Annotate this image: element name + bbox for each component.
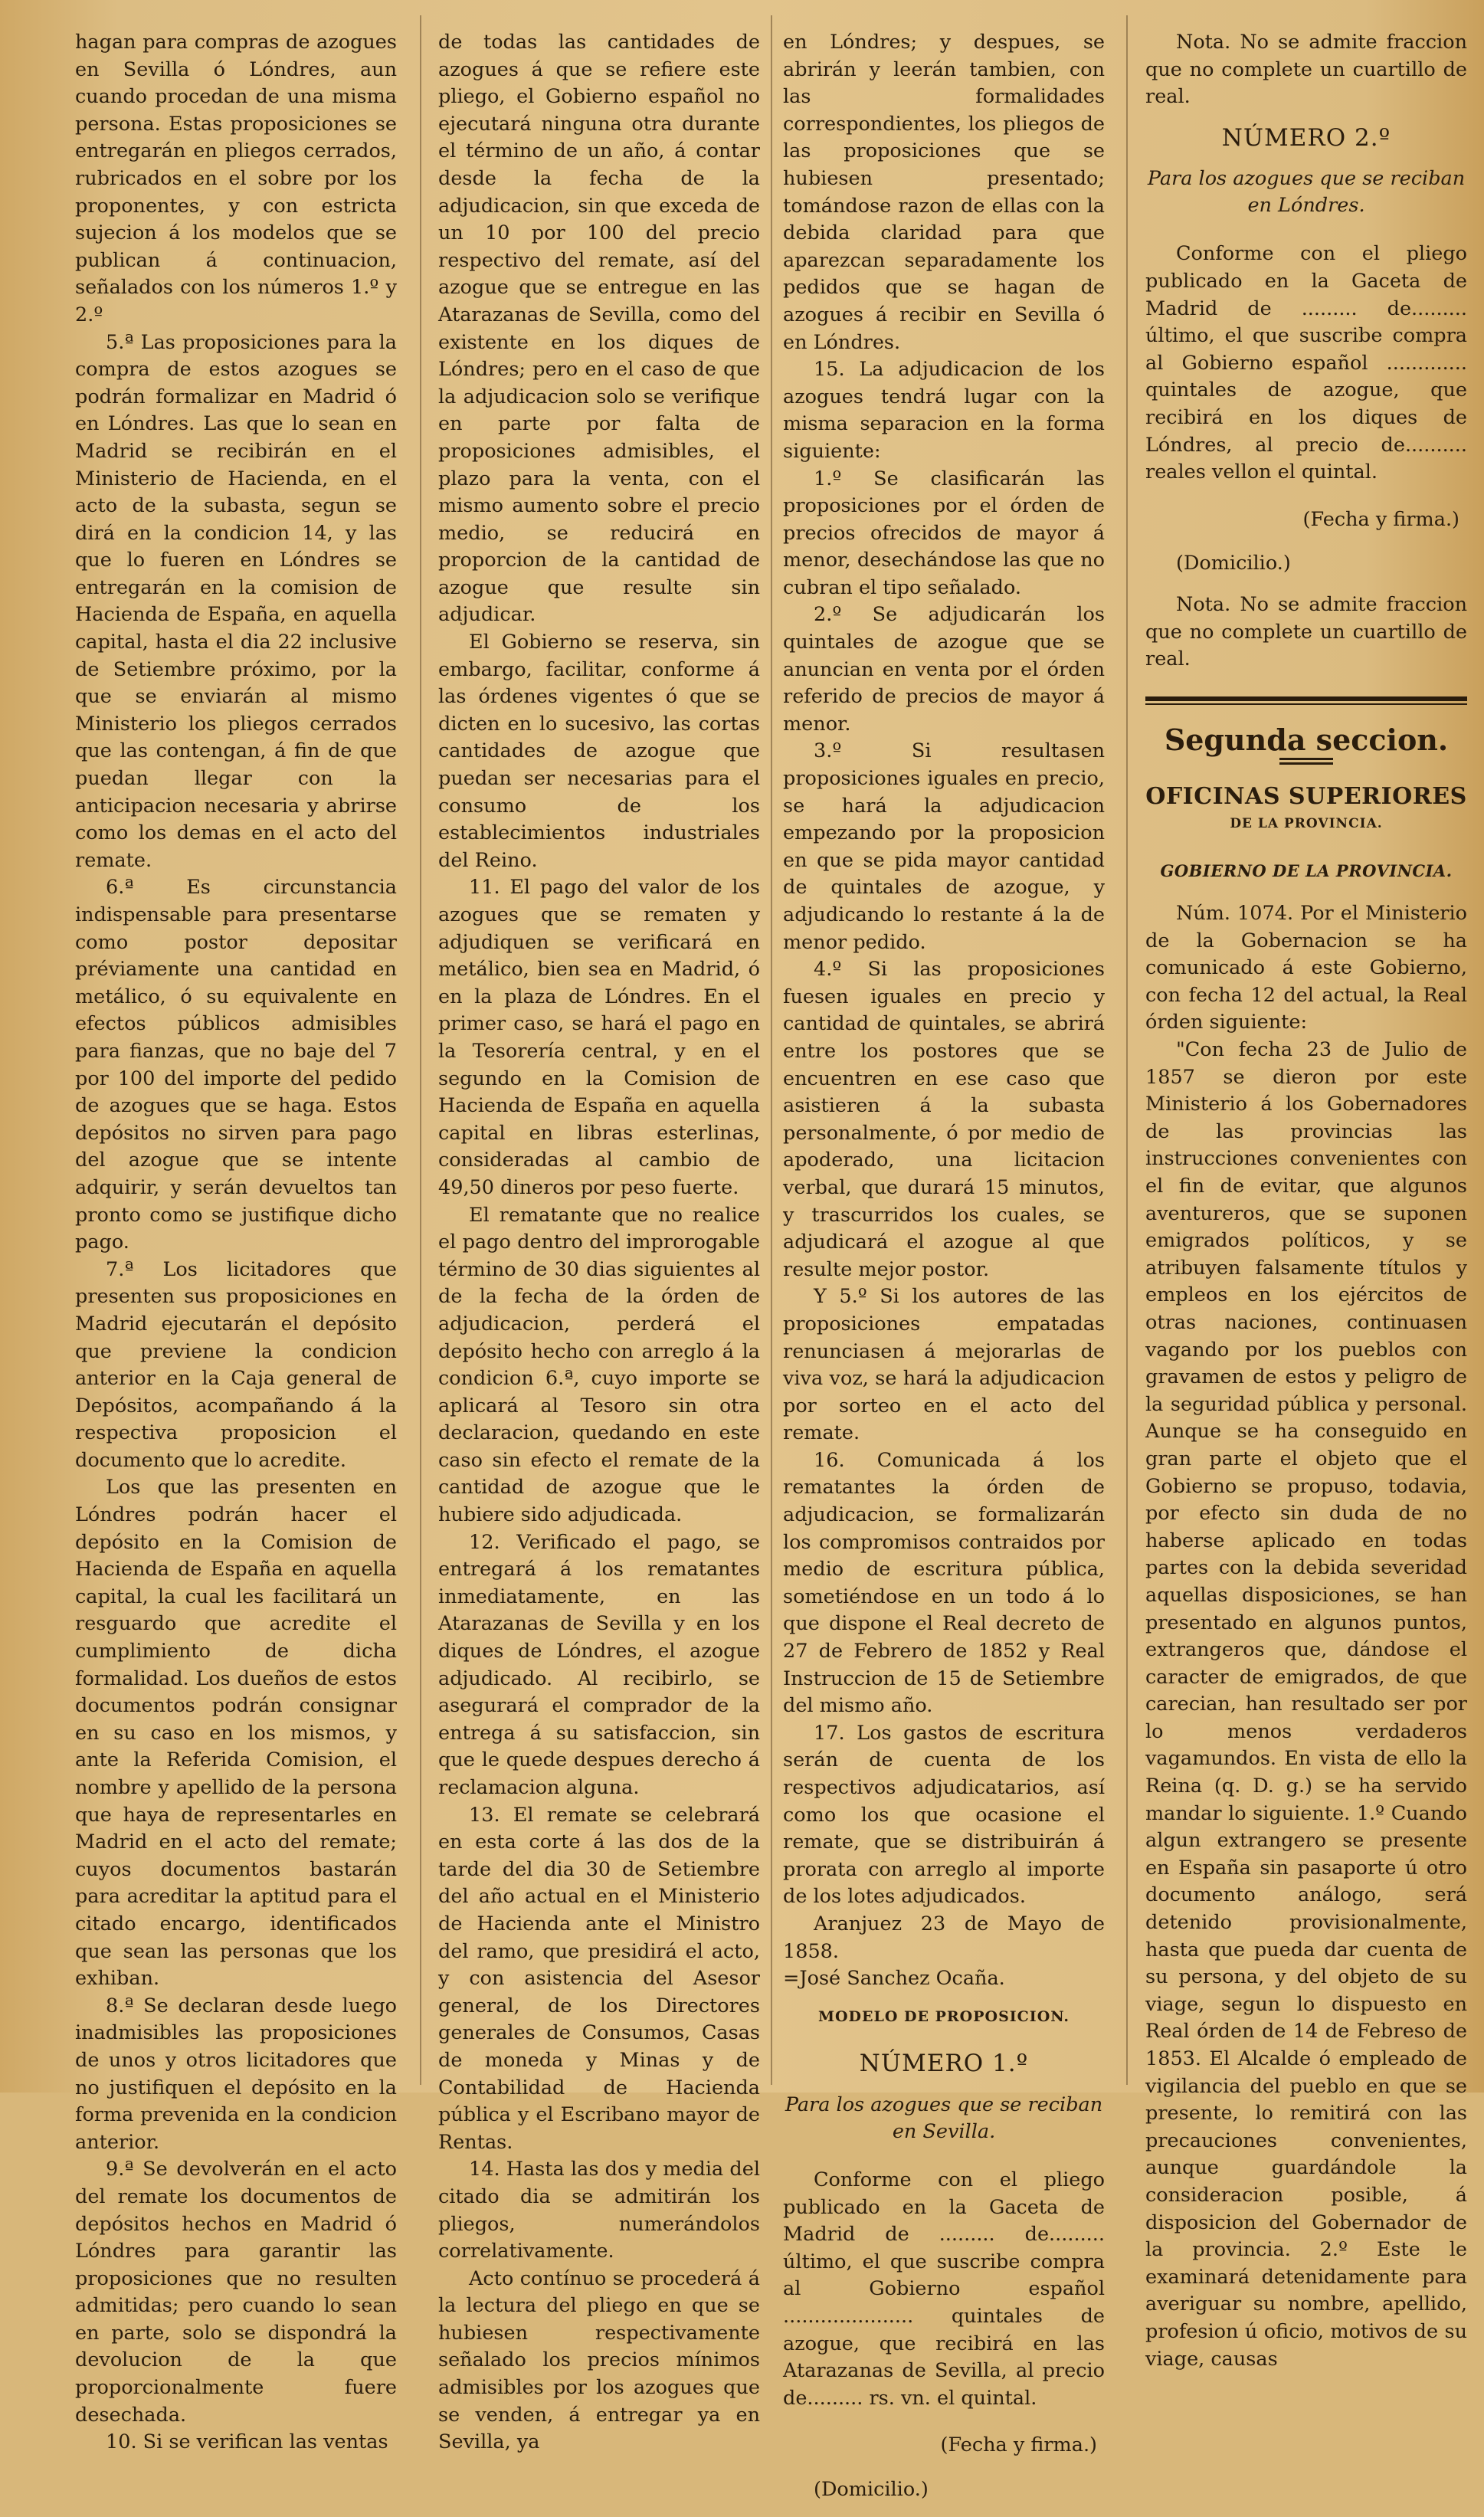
model-number-1-text: Conforme con el pliego publicado en la Gaceta de Madrid de ......... de......... último, el que suscribe compra al Gobierno español ..................... quintales de azogue, que recibirá en las Atarazanas de Sevilla, al precio de......... rs. vn. el quintal.	[783, 2168, 1105, 2410]
paragraph: El rematante que no realice el pago dentro del improrogable término de 30 dias siguientes al de la fecha de la órden de adjudicacion, perderá el depósito hecho con arreglo á la condicion 6.ª, cuyo importe se aplicará al Tesoro sin otra declaracion, quedando en este caso sin efecto el remate de la cantidad de azogue que le hubiere sido adjudicada.	[438, 1203, 760, 1527]
paragraph: Los que las presenten en Lóndres podrán hacer el depósito en la Comision de Hacienda de España en aquella capital, la cual les facilitará un resguardo que acredite el cumplimiento de dicha formalidad. Los dueños de estos documentos podrán consignar en su caso en los mismos, y ante la Referida Comision, el nombre y apellido de la persona que haya de representarles en Madrid en el acto del remate; cuyos documentos bastarán para acreditar la aptitud para el citado encargo, identificados que sean las personas que los exhiban.	[75, 1476, 397, 1991]
paragraph: 16. Comunicada á los rematantes la órden de adjudicacion, se formalizarán los compromisos contraidos por medio de escritura pública, sometiéndose en un todo á lo que dispone el Real decreto de 27 de Febrero de 1852 y Real Instruccion de 15 de Setiembre del mismo año.	[783, 1448, 1105, 1718]
model-number-1-heading: NÚMERO 1.º	[859, 2050, 1029, 2078]
section-title: Segunda seccion.	[1164, 722, 1449, 757]
paragraph: 11. El pago del valor de los azogues que se rematen y adjudiquen se verificará en metálico, bien sea en Madrid, ó en la plaza de Lóndres. En el primer caso, se hará el pago en la Tesorería central, y en el segundo en la Comision de Hacienda de España en aquella capital en libras esterlinas, consideradas al cambio de 49,50 dineros por peso fuerte.	[438, 876, 760, 1199]
government-heading: GOBIERNO DE LA PROVINCIA.	[1160, 861, 1453, 881]
paragraph: El Gobierno se reserva, sin embargo, facilitar, conforme á las órdenes vigentes ó que se dicten en lo sucesivo, las cortas cantidades de azogue que puedan ser necesarias para el consumo de los establecimientos industriales del Reino.	[438, 631, 760, 872]
note: Nota. No se admite fraccion que no complete un cuartillo de real.	[1145, 592, 1467, 671]
model-number-1-subtitle: Para los azogues que se reciban en Sevilla.	[785, 2093, 1103, 2143]
paragraph: en Lóndres; y despues, se abrirán y leerán tambien, con las formalidades correspondientes, los pliegos de las proposiciones que se hubiesen presentado; tomándose razon de ellas con la debida claridad para que aparezcan separadamente los pedidos que se hagan de azogues á recibir en Sevilla ó en Lóndres.	[783, 31, 1105, 354]
paragraph: 10. Si se verifican las ventas	[106, 2430, 388, 2454]
office-heading: OFICINAS SUPERIORES	[1145, 783, 1467, 811]
column-divider	[1126, 15, 1128, 2085]
note: Nota. No se admite fraccion que no complete un cuartillo de real.	[1145, 31, 1467, 109]
double-rule-ornament	[1279, 758, 1333, 765]
model-number-2-heading: NÚMERO 2.º	[1221, 123, 1391, 152]
paragraph: hagan para compras de azogues en Sevilla ó Lóndres, aun cuando procedan de una misma persona. Estas proposiciones se entregarán en pliegos cerrados, rubricados en el sobre por los proponentes, y con estricta sujecion á los modelos que se publican á continuacion, señalados con los números 1.º y 2.º	[75, 31, 397, 326]
column-4	[1145, 29, 1467, 2373]
paragraph: "Con fecha 23 de Julio de 1857 se dieron por este Ministerio á los Gobernadores de las provincias las instrucciones convenientes con el fin de evitar, que algunos aventureros, que se suponen emigrados políticos, y se atribuyen falsamente títulos y empleos en los ejércitos de otras naciones, continuasen vagando por los pueblos con gravamen de estos y peligro de la seguridad pública y personal. Aunque se ha conseguido en gran parte el objeto que el Gobierno se propuso, todavia, por efecto sin duda de no haberse aplicado en todas partes con la debida severidad aquellas disposiciones, se han presentado en algunos puntos, extrangeros que, dándose el caracter de emigrados, de que carecian, han resultado ser por lo menos verdaderos vagamundos. En vista de ello la Reina (q. D. g.) se ha servido mandar lo siguiente. 1.º Cuando algun extrangero se presente en España sin pasaporte ú otro documento análogo, será detenido provisionalmente, hasta que pueda dar cuenta de su persona, y del objeto de su viage, segun lo dispuesto en Real órden de 14 de Febreso de 1853. El Alcalde ó empleado de vigilancia del pueblo en que se presente, lo remitirá con las precauciones convenientes, aunque guardándole la consideracion posible, á disposicion del Gobernador de la provincia. 2.º Este le examinará detenidamente para averiguar su nombre, apellido, profesion ú oficio, motivos de su viage, causas	[1145, 1038, 1467, 2371]
column-divider	[771, 15, 772, 2085]
decree-date: Aranjuez 23 de Mayo de 1858.	[783, 1912, 1105, 1963]
date-signature-placeholder: (Fecha y firma.)	[940, 2433, 1097, 2457]
paragraph: 8.ª Se declaran desde luego inadmisibles las proposiciones de unos y otros licitadores que no justifiquen el depósito en la forma prevenida en la condicion anterior.	[75, 1994, 397, 2154]
paragraph: 6.ª Es circunstancia indispensable para presentarse como postor depositar préviamente una cantidad en metálico, ó su equivalente en efectos públicos admisibles para fianzas, que no baje del 7 por 100 del importe del pedido de azogues que se haga. Estos depósitos no sirven para pago del azogue que se intente adquirir, y serán devueltos tan pronto como se justifique dicho pago.	[75, 876, 397, 1254]
date-signature-placeholder: (Fecha y firma.)	[1302, 507, 1459, 531]
model-number-2-subtitle: Para los azogues que se reciban en Lóndres.	[1147, 167, 1466, 218]
paragraph: 9.ª Se devolverán en el acto del remate los documentos de depósitos hechos en Madrid ó Lóndres para garantir las proposiciones que no resulten admitidas; pero cuando lo sean en parte, solo se dispondrá la devolucion de la que proporcionalmente fuere desechada.	[75, 2158, 397, 2427]
column-2	[438, 29, 760, 2456]
address-placeholder: (Domicilio.)	[814, 2477, 929, 2501]
paragraph: de todas las cantidades de azogues á que se refiere este pliego, el Gobierno español no ejecutará ninguna otra durante el término de un año, á contar desde la fecha de la adjudicacion, sin que exceda de un 10 por 100 del precio respectivo del remate, así del azogue que se entregue en las Atarazanas de Sevilla, como del existente en los diques de Lóndres; pero en el caso de que la adjudicacion solo se verifique en parte por falta de proposiciones admisibles, el plazo para la venta, con el mismo aumento sobre el precio medio, se reducirá en proporcion de la cantidad de azogue que resulte sin adjudicar.	[438, 31, 760, 627]
section-rule	[1145, 696, 1467, 701]
paragraph: 15. La adjudicacion de los azogues tendrá lugar con la misma separacion en la forma siguiente:	[783, 358, 1105, 463]
paragraph: Núm. 1074. Por el Ministerio de la Gobernacion se ha comunicado á este Gobierno, con fecha 12 del actual, la Real órden siguiente:	[1145, 902, 1467, 1034]
model-number-2-text: Conforme con el pliego publicado en la Gaceta de Madrid de ......... de......... último, el que suscribe compra al Gobierno español ............. quintales de azogue, que recibirá en los diques de Lóndres, al precio de.......... reales vellon el quintal.	[1145, 242, 1467, 484]
paragraph: Y 5.º Si los autores de las proposiciones empatadas renunciasen á mejorarlas de viva voz, se hará la adjudicacion por sorteo en el acto del remate.	[783, 1285, 1105, 1445]
paragraph: 5.ª Las proposiciones para la compra de estos azogues se podrán formalizar en Madrid ó en Lóndres. Las que lo sean en Madrid se recibirán en el Ministerio de Hacienda, en el acto de la subasta, segun se dirá en la condicion 14, y las que lo fueren en Lóndres se entregarán en la comision de Hacienda de España, en aquella capital, hasta el dia 22 inclusive de Setiembre próximo, por la que se enviarán al mismo Ministerio los pliegos cerrados que las contengan, á fin de que puedan llegar con la anticipacion necesaria y abrirse como los demas en el acto del remate.	[75, 330, 397, 872]
paragraph: 3.º Si resultasen proposiciones iguales en precio, se hará la adjudicacion empezando por la proposicion en que se pida mayor cantidad de quintales de azogue, y adjudicando lo restante á la de menor pedido.	[783, 739, 1105, 954]
column-3	[783, 29, 1105, 2517]
paragraph: 7.ª Los licitadores que presenten sus proposiciones en Madrid ejecutarán el depósito que previene la condicion anterior en la Caja general de Depósitos, acompañando á la respectiva proposicion el documento que lo acredite.	[75, 1257, 397, 1472]
address-placeholder: (Domicilio.)	[1176, 552, 1291, 575]
paragraph: 14. Hasta las dos y media del citado dia se admitirán los pliegos, numerándolos correlativamente.	[438, 2158, 760, 2263]
paragraph: 1.º Se clasificarán las proposiciones por el órden de precios ofrecidos de mayor á menor, desechándose las que no cubran el tipo señalado.	[783, 467, 1105, 599]
paragraph: 13. El remate se celebrará en esta corte á las dos de la tarde del dia 30 de Setiembre del año actual en el Ministerio de Hacienda ante el Ministro del ramo, que presidirá el acto, y con asistencia del Asesor general, de los Directores generales de Consumos, Casas de moneda y Minas y de Contabilidad de Hacienda pública y el Escribano mayor de Rentas.	[438, 1803, 760, 2154]
decree-signer: =José Sanchez Ocaña.	[783, 1967, 1005, 1991]
paragraph: 4.º Si las proposiciones fuesen iguales en precio y cantidad de quintales, se abrirá entre los postores que se encuentren en ese caso que asistieren á la subasta personalmente, ó por medio de apoderado, una licitacion verbal, que durará 15 minutos, y trascurridos los cuales, se adjudicará el azogue al que resulte mejor postor.	[783, 958, 1105, 1281]
paragraph: 17. Los gastos de escritura serán de cuenta de los respectivos adjudicatarios, así como los que ocasione el remate, que se distribuirán á prorata con arreglo al importe de los lotes adjudicados.	[783, 1721, 1105, 1909]
model-title: MODELO DE PROPOSICION.	[817, 2007, 1070, 2025]
section-rule-thin	[1145, 703, 1467, 705]
paragraph: 12. Verificado el pago, se entregará á los rematantes inmediatamente, en las Atarazanas de Sevilla y en los diques de Lóndres, el azogue adjudicado. Al recibirlo, se asegurará el comprador de la entrega á su satisfaccion, sin que le quede despues derecho á reclamacion alguna.	[438, 1530, 760, 1799]
paragraph: 2.º Se adjudicarán los quintales de azogue que se anuncian en venta por el órden referido de precios de mayor á menor.	[783, 603, 1105, 736]
paragraph: Acto contínuo se procederá á la lectura del pliego en que se hubiesen respectivamente señalado los precios mínimos admisibles por los azogues que se venden, á entregar ya en Sevilla, ya	[438, 2266, 760, 2454]
column-1	[75, 29, 397, 2456]
column-divider	[420, 15, 421, 2085]
office-subheading: DE LA PROVINCIA.	[1230, 815, 1383, 831]
